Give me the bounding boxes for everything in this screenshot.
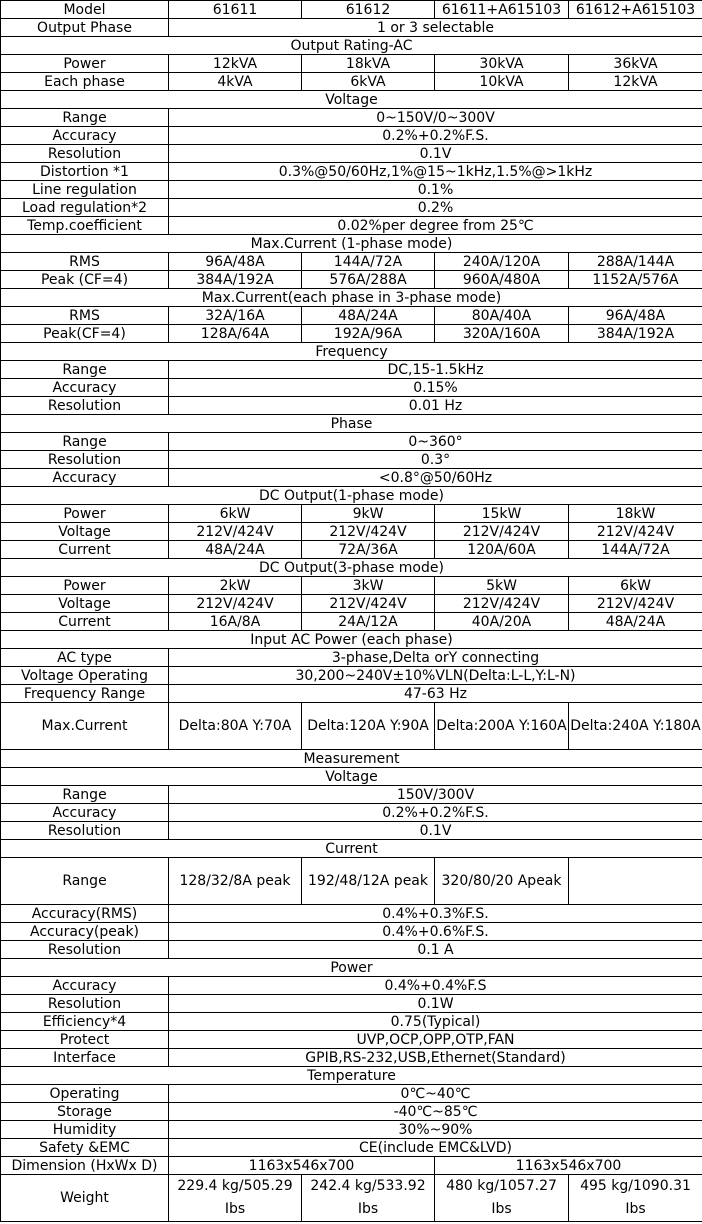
value-cell: 48A/24A xyxy=(302,307,435,325)
value-cell xyxy=(569,858,702,905)
row-label: Humidity xyxy=(1,1121,169,1139)
value-cell: 0~150V/0~300V xyxy=(169,109,702,127)
table-row xyxy=(1,199,702,217)
value-cell: 61612+A615103 xyxy=(569,1,702,19)
value-cell: 96A/48A xyxy=(169,253,302,271)
section-header: DC Output(1-phase mode) xyxy=(1,487,702,505)
section-header: Max.Current(each phase in 3-phase mode) xyxy=(1,289,702,307)
table-row xyxy=(1,959,702,977)
value-cell: 12kVA xyxy=(569,73,702,91)
table-row xyxy=(1,905,702,923)
value-cell: 30kVA xyxy=(435,55,569,73)
section-header: Current xyxy=(1,840,702,858)
row-label: Accuracy xyxy=(1,379,169,397)
row-label: Load regulation*2 xyxy=(1,199,169,217)
table-row xyxy=(1,1031,702,1049)
value-cell: 30%~90% xyxy=(169,1121,702,1139)
section-header: DC Output(3-phase mode) xyxy=(1,559,702,577)
row-label: Safety &EMC xyxy=(1,1139,169,1157)
row-label: Voltage xyxy=(1,523,169,541)
section-header: Voltage xyxy=(1,768,702,786)
table-row xyxy=(1,1157,702,1175)
table-row xyxy=(1,1067,702,1085)
row-label: Range xyxy=(1,361,169,379)
value-cell: 0.15% xyxy=(169,379,702,397)
table-row xyxy=(1,181,702,199)
value-cell: 384A/192A xyxy=(169,271,302,289)
row-label: Resolution xyxy=(1,451,169,469)
row-label: Accuracy xyxy=(1,804,169,822)
table-row xyxy=(1,253,702,271)
row-label: Peak(CF=4) xyxy=(1,325,169,343)
table-row xyxy=(1,55,702,73)
row-label: Resolution xyxy=(1,822,169,840)
value-cell: 320A/160A xyxy=(435,325,569,343)
value-cell: 1152A/576A xyxy=(569,271,702,289)
table-row xyxy=(1,343,702,361)
value-cell: 47-63 Hz xyxy=(169,685,702,703)
table-row xyxy=(1,541,702,559)
row-label: Voltage xyxy=(1,595,169,613)
value-cell: 144A/72A xyxy=(302,253,435,271)
table-row xyxy=(1,923,702,941)
value-cell: DC,15-1.5kHz xyxy=(169,361,702,379)
row-label: Accuracy xyxy=(1,469,169,487)
row-label: Model xyxy=(1,1,169,19)
section-header: Output Rating-AC xyxy=(1,37,702,55)
row-label: Distortion *1 xyxy=(1,163,169,181)
table-row xyxy=(1,1139,702,1157)
row-label: Weight xyxy=(1,1175,169,1222)
table-row xyxy=(1,804,702,822)
table-row xyxy=(1,469,702,487)
table-row xyxy=(1,1175,702,1222)
row-label: Temp.coefficient xyxy=(1,217,169,235)
table-row xyxy=(1,523,702,541)
row-label: Accuracy(RMS) xyxy=(1,905,169,923)
section-header: Power xyxy=(1,959,702,977)
row-label: Range xyxy=(1,858,169,905)
value-cell: 212V/424V xyxy=(569,523,702,541)
value-cell: 0.2% xyxy=(169,199,702,217)
table-row xyxy=(1,397,702,415)
value-cell: 229.4 kg/505.29 Ibs xyxy=(169,1175,302,1222)
row-label: Accuracy xyxy=(1,977,169,995)
table-row xyxy=(1,1,702,19)
value-cell: 18kW xyxy=(569,505,702,523)
table-row xyxy=(1,1013,702,1031)
value-cell: 2kW xyxy=(169,577,302,595)
value-cell: 61611 xyxy=(169,1,302,19)
row-label: RMS xyxy=(1,307,169,325)
section-header: Frequency xyxy=(1,343,702,361)
section-header: Phase xyxy=(1,415,702,433)
row-label: Current xyxy=(1,541,169,559)
row-label: RMS xyxy=(1,253,169,271)
value-cell: 0.3° xyxy=(169,451,702,469)
table-row xyxy=(1,1085,702,1103)
value-cell: UVP,OCP,OPP,OTP,FAN xyxy=(169,1031,702,1049)
value-cell: 4kVA xyxy=(169,73,302,91)
value-cell: 0.1W xyxy=(169,995,702,1013)
row-label: Max.Current xyxy=(1,703,169,750)
value-cell: 36kVA xyxy=(569,55,702,73)
row-label: Accuracy(peak) xyxy=(1,923,169,941)
value-cell: 15kW xyxy=(435,505,569,523)
value-cell: 0.02%per degree from 25℃ xyxy=(169,217,702,235)
value-cell: GPIB,RS-232,USB,Ethernet(Standard) xyxy=(169,1049,702,1067)
value-cell: 212V/424V xyxy=(435,523,569,541)
table-row xyxy=(1,487,702,505)
value-cell: 0.75(Typical) xyxy=(169,1013,702,1031)
table-row xyxy=(1,271,702,289)
table-row xyxy=(1,289,702,307)
value-cell: 128/32/8A peak xyxy=(169,858,302,905)
table-row xyxy=(1,451,702,469)
value-cell: 495 kg/1090.31 Ibs xyxy=(569,1175,702,1222)
value-cell: 192/48/12A peak xyxy=(302,858,435,905)
table-row xyxy=(1,379,702,397)
value-cell: 72A/36A xyxy=(302,541,435,559)
table-row xyxy=(1,995,702,1013)
value-cell: 6kVA xyxy=(302,73,435,91)
value-cell: 3-phase,Delta orY connecting xyxy=(169,649,702,667)
row-label: Peak (CF=4) xyxy=(1,271,169,289)
value-cell: 0℃~40℃ xyxy=(169,1085,702,1103)
value-cell: 0.2%+0.2%F.S. xyxy=(169,804,702,822)
row-label: Power xyxy=(1,505,169,523)
section-header: Measurement xyxy=(1,750,702,768)
table-row xyxy=(1,307,702,325)
row-label: Resolution xyxy=(1,995,169,1013)
table-row xyxy=(1,685,702,703)
value-cell: 0~360° xyxy=(169,433,702,451)
value-cell: 0.1V xyxy=(169,145,702,163)
value-cell: 384A/192A xyxy=(569,325,702,343)
table-row xyxy=(1,145,702,163)
value-cell: 120A/60A xyxy=(435,541,569,559)
table-row xyxy=(1,325,702,343)
value-cell: Delta:120A Y:90A xyxy=(302,703,435,750)
table-row xyxy=(1,577,702,595)
value-cell: 242.4 kg/533.92 Ibs xyxy=(302,1175,435,1222)
table-row xyxy=(1,235,702,253)
row-label: Accuracy xyxy=(1,127,169,145)
table-row xyxy=(1,667,702,685)
value-cell: 1163x546x700 xyxy=(435,1157,702,1175)
value-cell: 212V/424V xyxy=(302,523,435,541)
table-row xyxy=(1,613,702,631)
table-row xyxy=(1,750,702,768)
row-label: Operating xyxy=(1,1085,169,1103)
value-cell: 0.2%+0.2%F.S. xyxy=(169,127,702,145)
table-row xyxy=(1,768,702,786)
table-row xyxy=(1,559,702,577)
row-label: Efficiency*4 xyxy=(1,1013,169,1031)
value-cell: 24A/12A xyxy=(302,613,435,631)
value-cell: 0.1 A xyxy=(169,941,702,959)
value-cell: 288A/144A xyxy=(569,253,702,271)
value-cell: 32A/16A xyxy=(169,307,302,325)
table-row xyxy=(1,941,702,959)
value-cell: 0.01 Hz xyxy=(169,397,702,415)
value-cell: 128A/64A xyxy=(169,325,302,343)
value-cell: 212V/424V xyxy=(302,595,435,613)
value-cell: 0.1% xyxy=(169,181,702,199)
value-cell: 3kW xyxy=(302,577,435,595)
row-label: Voltage Operating xyxy=(1,667,169,685)
table-row xyxy=(1,217,702,235)
value-cell: 48A/24A xyxy=(169,541,302,559)
value-cell: 0.3%@50/60Hz,1%@15~1kHz,1.5%@>1kHz xyxy=(169,163,702,181)
section-header: Temperature xyxy=(1,1067,702,1085)
table-row xyxy=(1,127,702,145)
value-cell: <0.8°@50/60Hz xyxy=(169,469,702,487)
value-cell: Delta:200A Y:160A xyxy=(435,703,569,750)
value-cell: 18kVA xyxy=(302,55,435,73)
table-row xyxy=(1,595,702,613)
value-cell: 212V/424V xyxy=(169,595,302,613)
value-cell: 480 kg/1057.27 Ibs xyxy=(435,1175,569,1222)
row-label: Current xyxy=(1,613,169,631)
table-row xyxy=(1,361,702,379)
value-cell: -40℃~85℃ xyxy=(169,1103,702,1121)
table-row xyxy=(1,415,702,433)
value-cell: CE(include EMC&LVD) xyxy=(169,1139,702,1157)
table-row xyxy=(1,1121,702,1139)
section-header: Max.Current (1-phase mode) xyxy=(1,235,702,253)
value-cell: 10kVA xyxy=(435,73,569,91)
row-label: Interface xyxy=(1,1049,169,1067)
value-cell: 0.4%+0.4%F.S xyxy=(169,977,702,995)
row-label: Range xyxy=(1,786,169,804)
value-cell: 1163x546x700 xyxy=(169,1157,435,1175)
row-label: Line regulation xyxy=(1,181,169,199)
value-cell: 0.4%+0.3%F.S. xyxy=(169,905,702,923)
value-cell: 576A/288A xyxy=(302,271,435,289)
table-row xyxy=(1,91,702,109)
section-header: Voltage xyxy=(1,91,702,109)
value-cell: 192A/96A xyxy=(302,325,435,343)
value-cell: 96A/48A xyxy=(569,307,702,325)
value-cell: Delta:80A Y:70A xyxy=(169,703,302,750)
value-cell: 5kW xyxy=(435,577,569,595)
table-row xyxy=(1,1049,702,1067)
value-cell: 9kW xyxy=(302,505,435,523)
row-label: Protect xyxy=(1,1031,169,1049)
table-row xyxy=(1,786,702,804)
row-label: Range xyxy=(1,109,169,127)
value-cell: 12kVA xyxy=(169,55,302,73)
value-cell: 240A/120A xyxy=(435,253,569,271)
value-cell: 61612 xyxy=(302,1,435,19)
table-row xyxy=(1,858,702,905)
value-cell: 150V/300V xyxy=(169,786,702,804)
table-row xyxy=(1,433,702,451)
value-cell: 61611+A615103 xyxy=(435,1,569,19)
table-row xyxy=(1,631,702,649)
table-row xyxy=(1,37,702,55)
row-label: Resolution xyxy=(1,145,169,163)
row-label: Range xyxy=(1,433,169,451)
row-label: Output Phase xyxy=(1,19,169,37)
value-cell: 80A/40A xyxy=(435,307,569,325)
row-label: Frequency Range xyxy=(1,685,169,703)
table-row xyxy=(1,1103,702,1121)
value-cell: 212V/424V xyxy=(569,595,702,613)
value-cell: Delta:240A Y:180A xyxy=(569,703,702,750)
value-cell: 48A/24A xyxy=(569,613,702,631)
row-label: Storage xyxy=(1,1103,169,1121)
value-cell: 1 or 3 selectable xyxy=(169,19,702,37)
table-row xyxy=(1,703,702,750)
value-cell: 6kW xyxy=(169,505,302,523)
value-cell: 144A/72A xyxy=(569,541,702,559)
table-row xyxy=(1,822,702,840)
row-label: Power xyxy=(1,577,169,595)
table-row xyxy=(1,840,702,858)
table-row xyxy=(1,977,702,995)
section-header: Input AC Power (each phase) xyxy=(1,631,702,649)
table-row xyxy=(1,73,702,91)
table-row xyxy=(1,505,702,523)
value-cell: 40A/20A xyxy=(435,613,569,631)
value-cell: 0.4%+0.6%F.S. xyxy=(169,923,702,941)
value-cell: 960A/480A xyxy=(435,271,569,289)
row-label: Dimension (HxWx D) xyxy=(1,1157,169,1175)
row-label: AC type xyxy=(1,649,169,667)
row-label: Resolution xyxy=(1,397,169,415)
row-label: Each phase xyxy=(1,73,169,91)
table-row xyxy=(1,109,702,127)
value-cell: 0.1V xyxy=(169,822,702,840)
value-cell: 6kW xyxy=(569,577,702,595)
value-cell: 212V/424V xyxy=(169,523,302,541)
row-label: Power xyxy=(1,55,169,73)
value-cell: 30,200~240V±10%VLN(Delta:L-L,Y:L-N) xyxy=(169,667,702,685)
row-label: Resolution xyxy=(1,941,169,959)
value-cell: 212V/424V xyxy=(435,595,569,613)
table-row xyxy=(1,19,702,37)
value-cell: 16A/8A xyxy=(169,613,302,631)
table-row xyxy=(1,163,702,181)
spec-table-body xyxy=(1,1,702,1222)
table-row xyxy=(1,649,702,667)
value-cell: 320/80/20 Apeak xyxy=(435,858,569,905)
